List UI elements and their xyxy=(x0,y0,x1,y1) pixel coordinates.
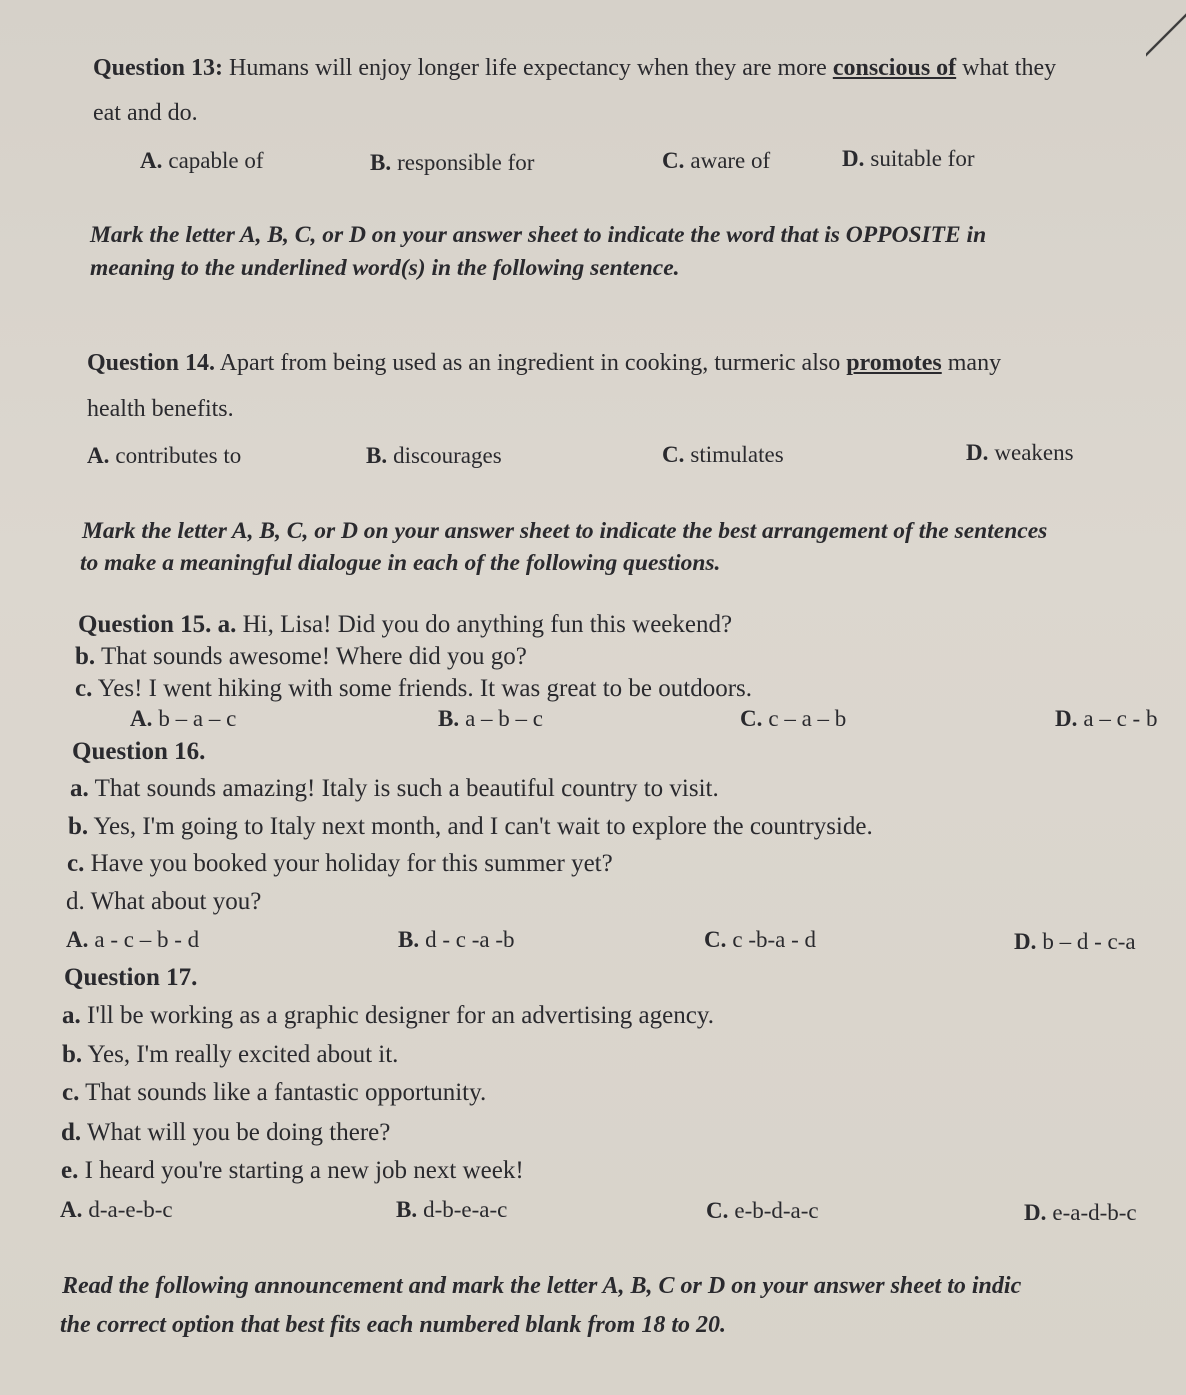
q13-option-c[interactable]: C. aware of xyxy=(662,148,771,173)
instruction-opposite-line1: Mark the letter A, B, C, or D on your answer sheet to indicate the word that is OPPOSITE in xyxy=(90,222,987,248)
instruction-arrangement-line2: to make a meaningful dialogue in each of the following questions. xyxy=(80,550,721,576)
q17-line-c: c. That sounds like a fantastic opportunity. xyxy=(62,1079,487,1106)
q14-text-before: Apart from being used as an ingredient in cooking, turmeric also xyxy=(219,350,841,376)
q16-option-d[interactable]: D. b – d - c-a xyxy=(1014,929,1136,954)
q15-line-c: c. Yes! I went hiking with some friends. It was great to be outdoors. xyxy=(75,675,752,702)
q17-option-c[interactable]: C. e-b-d-a-c xyxy=(706,1198,819,1223)
q14-option-a[interactable]: A. contributes to xyxy=(87,443,242,468)
q14-line2: health benefits. xyxy=(87,396,234,422)
q17-option-d[interactable]: D. e-a-d-b-c xyxy=(1024,1200,1137,1225)
q15-label: Question 15. xyxy=(78,611,212,638)
instruction-opposite-line2: meaning to the underlined word(s) in the following sentence. xyxy=(90,255,680,281)
instruction-announcement-line1: Read the following announcement and mark the letter A, B, C or D on your answer sheet to indic xyxy=(62,1273,1022,1299)
page-edge-shadow xyxy=(1146,0,1186,70)
q17-line-d: d. What will you be doing there? xyxy=(61,1119,391,1146)
q13-option-a[interactable]: A. capable of xyxy=(140,148,264,173)
q14-stem xyxy=(87,350,1001,377)
q14-option-c[interactable]: C. stimulates xyxy=(662,442,784,467)
q15-option-d[interactable]: D. a – c - b xyxy=(1055,706,1158,731)
q16-line-b: b. Yes, I'm going to Italy next month, and I can't wait to explore the countryside. xyxy=(68,813,873,840)
q15-option-c[interactable]: C. c – a – b xyxy=(740,706,847,731)
q15-first-line: Question 15. a. Hi, Lisa! Did you do anything fun this weekend? xyxy=(78,611,733,638)
q14-option-d[interactable]: D. weakens xyxy=(966,440,1074,465)
q16-option-a[interactable]: A. a - c – b - d xyxy=(66,927,200,952)
q16-option-c[interactable]: C. c -b-a - d xyxy=(704,927,817,952)
q17-line-b: b. Yes, I'm really excited about it. xyxy=(62,1041,399,1068)
q16-line-c: c. Have you booked your holiday for this summer yet? xyxy=(67,850,613,877)
q13-line2: eat and do. xyxy=(93,100,198,126)
q13-stem xyxy=(93,55,1056,82)
q17-option-a[interactable]: A. d-a-e-b-c xyxy=(60,1197,173,1222)
q14-text-after: many xyxy=(947,350,1002,376)
q14-option-b[interactable]: B. discourages xyxy=(366,443,502,468)
q13-option-d[interactable]: D. suitable for xyxy=(842,146,975,171)
q15-line-b: b. That sounds awesome! Where did you go? xyxy=(75,643,527,670)
q17-line-a: a. I'll be working as a graphic designer for an advertising agency. xyxy=(62,1002,714,1029)
q13-underlined: conscious of xyxy=(832,55,957,81)
q16-option-b[interactable]: B. d - c -a -b xyxy=(398,927,515,952)
q15-option-a[interactable]: A. b – a – c xyxy=(130,706,237,731)
q17-option-b[interactable]: B. d-b-e-a-c xyxy=(396,1197,508,1222)
q15-option-b[interactable]: B. a – b – c xyxy=(438,706,544,731)
q17-line-e: e. I heard you're starting a new job next week! xyxy=(61,1157,524,1184)
q16-line-a: a. That sounds amazing! Italy is such a beautiful country to visit. xyxy=(70,775,719,802)
q13-text-before: Humans will enjoy longer life expectancy when they are more xyxy=(229,55,827,81)
instruction-arrangement-line1: Mark the letter A, B, C, or D on your answer sheet to indicate the best arrangement of the sentences xyxy=(82,518,1048,544)
q13-text-after: what they xyxy=(962,55,1057,81)
instruction-announcement-line2: the correct option that best fits each numbered blank from 18 to 20. xyxy=(60,1312,727,1338)
q13-label: Question 13: xyxy=(93,55,224,81)
q16-label: Question 16. xyxy=(72,738,206,765)
q14-label: Question 14. xyxy=(87,350,216,376)
q17-label: Question 17. xyxy=(64,964,198,991)
q14-underlined: promotes xyxy=(846,350,942,376)
q13-option-b[interactable]: B. responsible for xyxy=(370,150,535,175)
q16-line-d: d. What about you? xyxy=(66,888,262,915)
